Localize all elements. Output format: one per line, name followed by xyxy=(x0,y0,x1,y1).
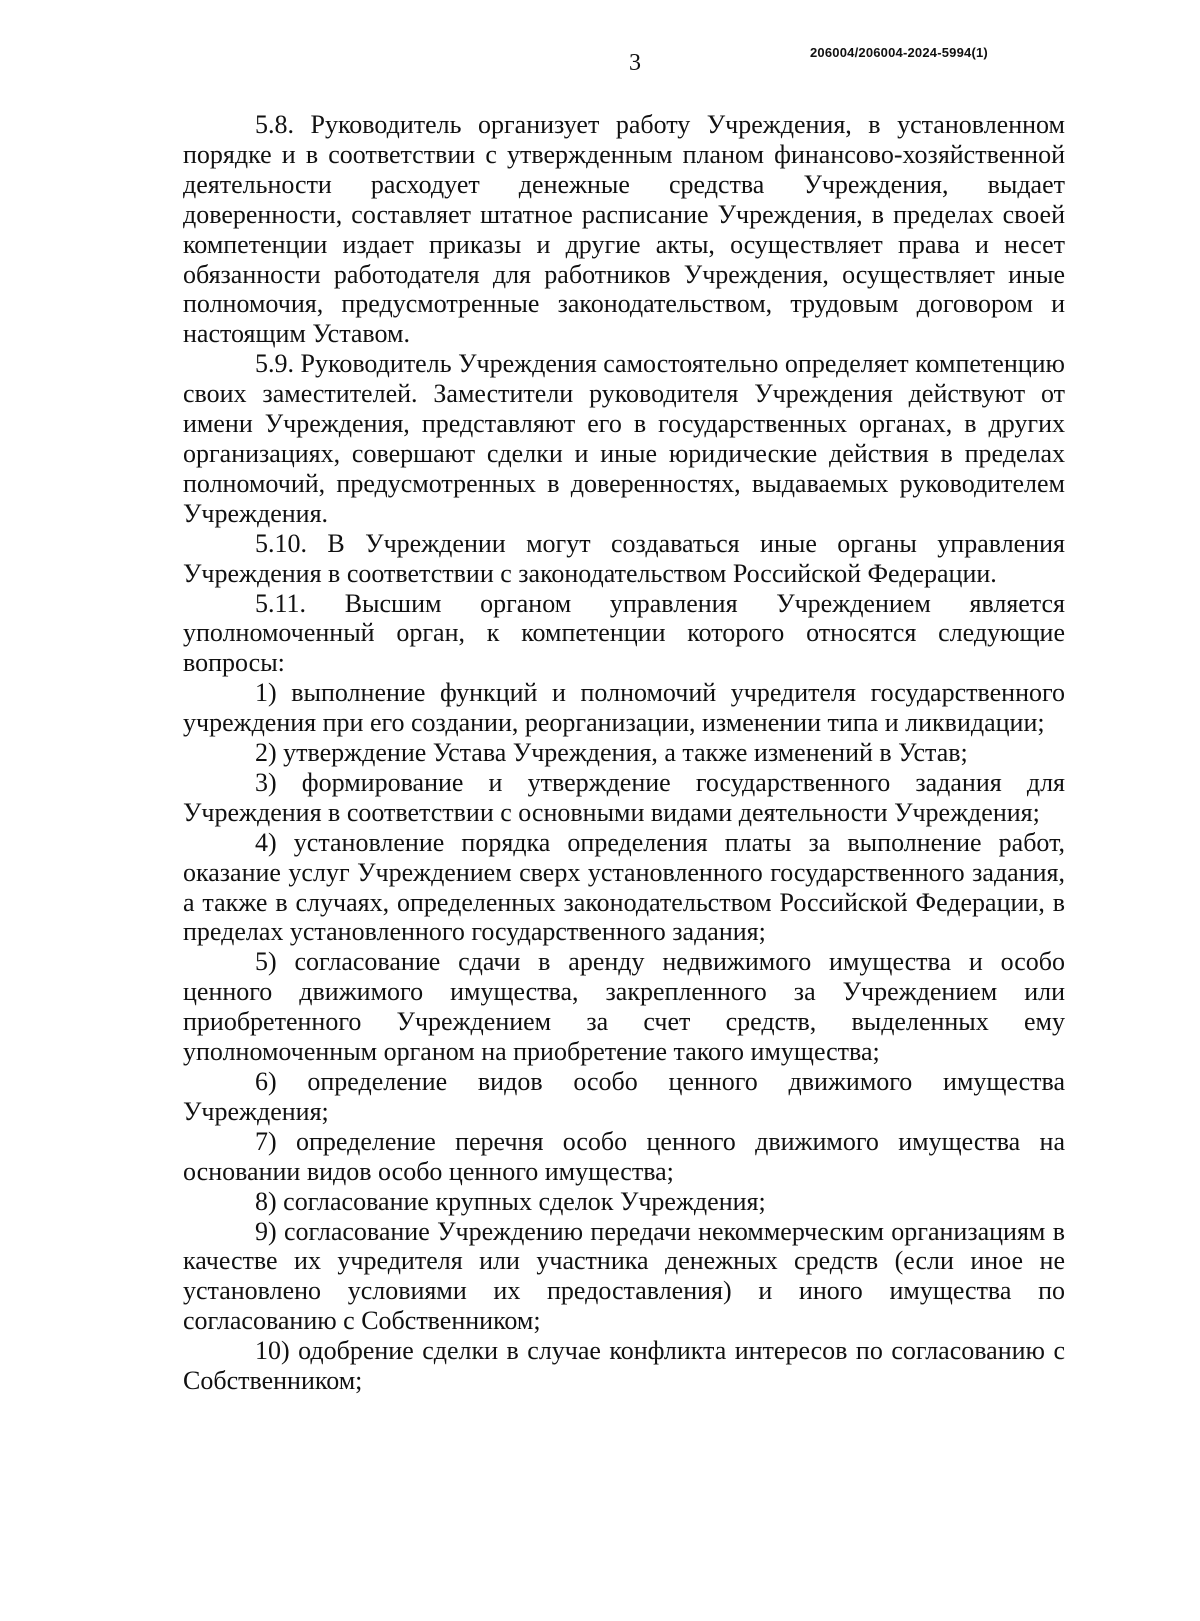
list-item-10: 10) одобрение сделки в случае конфликта интересов по согласованию с Собственником; xyxy=(183,1336,1065,1396)
list-item-7: 7) определение перечня особо ценного движимого имущества на основании видов особо ценного имущества; xyxy=(183,1126,1065,1186)
list-item-1: 1) выполнение функций и полномочий учредителя государственного учреждения при его создании, реорганизации, изменении типа и ликвидации; xyxy=(183,678,1065,738)
list-item-8: 8) согласование крупных сделок Учреждения; xyxy=(255,1186,766,1216)
paragraph-5-9: 5.9. Руководитель Учреждения самостоятельно определяет компетенцию своих заместителей. Заместители руководителя Учреждения действуют от имени Учреждения, представляют его в государственных органах, в других организациях, совершают сделки и иные юридические действия в пределах полномочий, предусмотренных в доверенностях, выдаваемых руководителем Учреждения. xyxy=(183,349,1065,528)
paragraph-5-11: 5.11. Высшим органом управления Учреждением является уполномоченный орган, к компетенции которого относятся следующие вопросы: xyxy=(183,588,1065,678)
list-item-6: 6) определение видов особо ценного движимого имущества Учреждения; xyxy=(183,1067,1065,1126)
list-item-5: 5) согласование сдачи в аренду недвижимого имущества и особо ценного движимого имущества, закрепленного за Учреждением или приобретенного Учреждением за счет средств, выделенных ему уполномоченным органом на приобретение такого имущества; xyxy=(183,947,1065,1067)
document-body xyxy=(183,110,1065,1396)
list-item-4: 4) установление порядка определения платы за выполнение работ, оказание услуг Учреждением сверх установленного государственного задания, а также в случаях, определенных законодательством Российской Федерации, в пределах установленного государственного задания; xyxy=(183,827,1065,947)
list-item-3: 3) формирование и утверждение государственного задания для Учреждения в соответствии с основными видами деятельности Учреждения; xyxy=(183,767,1065,827)
page-number: 3 xyxy=(629,50,641,76)
list-item-9: 9) согласование Учреждению передачи некоммерческим организациям в качестве их учредителя или участника денежных средств (если иное не установлено условиями их предоставления) и иного имущества по согласованию с Собственником; xyxy=(183,1216,1065,1336)
document-registration-number: 206004/206004-2024-5994(1) xyxy=(810,45,988,60)
list-item-2: 2) утверждение Устава Учреждения, а также изменений в Устав; xyxy=(255,738,968,768)
paragraph-5-8: 5.8. Руководитель организует работу Учреждения, в установленном порядке и в соответствии с утвержденным планом финансово-хозяйственной деятельности расходует денежные средства Учреждения, выдает доверенности, составляет штатное расписание Учреждения, в пределах своей компетенции издает приказы и другие акты, осуществляет права и несет обязанности работодателя для работников Учреждения, осуществляет иные полномочия, предусмотренные законодательством, трудовым договором и настоящим Уставом. xyxy=(183,110,1065,349)
paragraph-5-10: 5.10. В Учреждении могут создаваться иные органы управления Учреждения в соответствии с законодательством Российской Федерации. xyxy=(183,528,1065,588)
